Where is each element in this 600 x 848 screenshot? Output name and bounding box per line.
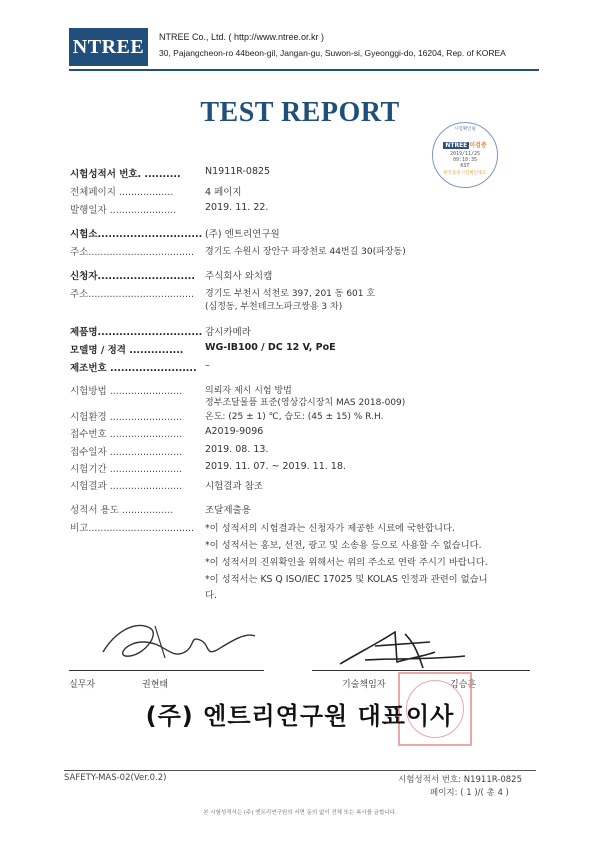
issue-date-label: 발행일자 ...................... bbox=[70, 205, 177, 216]
practitioner-name: 권현태 bbox=[142, 680, 169, 690]
manager-name: 김승훈 bbox=[450, 680, 477, 690]
pages-value: 4 페이지 bbox=[205, 187, 242, 198]
organization-signatory: (주) 엔트리연구원 대표이사 bbox=[145, 702, 455, 730]
stamp-code: KST bbox=[460, 163, 470, 169]
header-divider bbox=[69, 69, 539, 71]
receipt-no-label: 접수번호 ........................ bbox=[70, 429, 183, 440]
model-value: WG-IB100 / DC 12 V, PoE bbox=[205, 342, 336, 353]
environment-value: 온도: (25 ± 1) ℃, 습도: (45 ± 15) % R.H. bbox=[205, 412, 384, 422]
stamp-badge-left: NTREE bbox=[445, 142, 468, 149]
result-value: 시험결과 참조 bbox=[205, 481, 264, 492]
product-value: 감시카메라 bbox=[205, 327, 251, 338]
method-line1: 의뢰자 제시 시험 방법 bbox=[205, 386, 292, 396]
receipt-no-value: A2019-9096 bbox=[205, 426, 264, 437]
applicant-address-line2: (심정동, 부천테크노파크쌍용 3 차) bbox=[205, 302, 343, 312]
stamp-badge-right: 이검증 bbox=[469, 142, 487, 149]
lab-address-label: 주소................................... bbox=[70, 247, 195, 258]
applicant-address-label: 주소................................... bbox=[70, 289, 195, 300]
stamp-date: 2019/11/25 bbox=[449, 151, 481, 157]
company-address: 30, Pajangcheon-ro 44beon-gil, Jangan-gu, Suwon-si, Gyeonggi-do, 16204, Rep. of KOREA bbox=[159, 48, 506, 58]
report-no-value: N1911R-0825 bbox=[205, 166, 271, 177]
lab-value: (주) 엔트리연구원 bbox=[205, 229, 280, 240]
remark-note: *이 성적서는 KS Q ISO/IEC 17025 및 KOLAS 인정과 관련이 없습니 bbox=[205, 574, 488, 585]
practitioner-label: 실무자 bbox=[69, 680, 96, 690]
lab-address-value: 경기도 수원시 장안구 파장천로 44번길 30(파장동) bbox=[205, 247, 406, 257]
environment-label: 시험환경 ........................ bbox=[70, 412, 183, 423]
method-label: 시험방법 ........................ bbox=[70, 386, 183, 397]
footer-divider bbox=[64, 770, 536, 771]
remark-note: *이 성적서의 시험결과는 신청자가 제공한 시료에 국한합니다. bbox=[205, 523, 455, 534]
certification-stamp bbox=[432, 122, 498, 188]
test-period-value: 2019. 11. 07. ~ 2019. 11. 18. bbox=[205, 461, 346, 472]
test-period-label: 시험기간 ........................ bbox=[70, 464, 183, 475]
signature-line-left bbox=[69, 670, 264, 671]
manager-signature bbox=[335, 622, 475, 674]
stamp-badge bbox=[443, 140, 486, 149]
footer-report-no: 시험성적서 번호: N1911R-0825 bbox=[398, 775, 522, 785]
method-line2: 정부조달물품 표준(영상감시장치 MAS 2018-009) bbox=[205, 398, 406, 408]
purpose-value: 조달제출용 bbox=[205, 505, 251, 516]
remarks-label: 비고................................... bbox=[70, 523, 195, 534]
issue-date-value: 2019. 11. 22. bbox=[205, 202, 269, 213]
receipt-date-value: 2019. 08. 13. bbox=[205, 444, 269, 455]
practitioner-signature bbox=[95, 612, 265, 672]
report-no-label: 시험성적서 번호. .......... bbox=[70, 169, 181, 180]
serial-value: – bbox=[205, 360, 210, 371]
pages-label: 전체페이지 .................. bbox=[70, 187, 174, 198]
result-label: 시험결과 ........................ bbox=[70, 481, 183, 492]
document-title: TEST REPORT bbox=[200, 97, 400, 128]
model-label: 모델명 / 정격 ............... bbox=[70, 345, 184, 356]
manager-label: 기술책임자 bbox=[342, 680, 386, 690]
remark-note: *이 성적서는 홍보, 선전, 광고 및 소송용 등으로 사용할 수 없습니다. bbox=[205, 540, 482, 551]
stamp-time: 09:10:35 bbox=[452, 157, 478, 163]
company-logo: NTREE bbox=[69, 28, 148, 66]
signature-line-right bbox=[312, 670, 530, 671]
purpose-label: 성적서 용도 ................. bbox=[70, 505, 174, 516]
stamp-bottom-text: 한국품질시험확인제도 bbox=[443, 171, 487, 176]
applicant-address-line1: 경기도 부천시 석천로 397, 201 동 601 호 bbox=[205, 289, 376, 299]
stamp-top-text: 시험확인필 bbox=[454, 127, 476, 132]
remark-note: *이 성적서의 진위확인을 위해서는 위의 주소로 연락 주시기 바랍니다. bbox=[205, 557, 488, 568]
lab-label: 시험소............................. bbox=[70, 229, 203, 240]
form-code: SAFETY-MAS-02(Ver.0.2) bbox=[64, 773, 167, 783]
product-label: 제품명............................. bbox=[70, 327, 203, 338]
applicant-value: 주식회사 와치캠 bbox=[205, 271, 273, 282]
applicant-label: 신청자........................... bbox=[70, 271, 195, 282]
remark-note: 다. bbox=[205, 590, 217, 601]
receipt-date-label: 접수일자 ........................ bbox=[70, 447, 183, 458]
serial-label: 제조번호 ........................ bbox=[70, 363, 197, 374]
company-name: NTREE Co., Ltd. ( http://www.ntree.or.kr ) bbox=[159, 32, 325, 42]
footer-page-number: 페이지: ( 1 )/( 총 4 ) bbox=[430, 788, 509, 798]
copy-disclaimer: 본 시험성적서는 (주) 엔트리연구원의 서면 동의 없이 전체 또는 복사를 금합니다. bbox=[203, 810, 397, 816]
